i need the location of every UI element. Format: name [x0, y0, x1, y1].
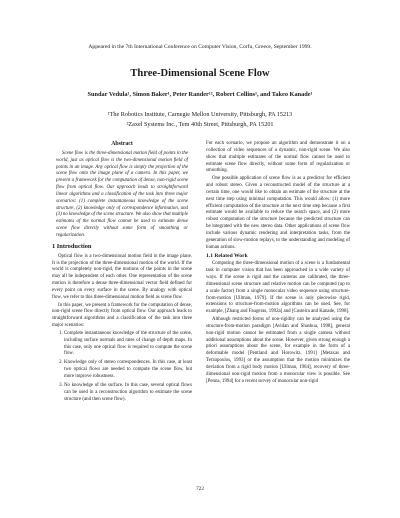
conference-notice: Appeared in the 7th International Conference on Computer Vision, Corfu, Greece, September 1999. [88, 44, 312, 50]
section-heading-introduction: 1 Introduction [52, 242, 92, 250]
paragraph: One possible application of scene flow is as a predictor for efficient and robust stereo. Given a reconstructed model of the structure at a certain time, one would like to obtain an estimate of the structure at the next time step using minimal computation. This would allow: (1) more efficient computation of the structure at the next time step because a first estimate would be available to reduce the search space, and (2) more robust computation of the structure because the predicted structure can be integrated with the new stereo data. Other applications of scene flow include various dynamic rendering and interpretation tasks, from the generation of slow-motion replays, to the understanding and modeling of human actions. [206, 176, 350, 250]
abstract-text: Scene flow is the three-dimensional motion field of points in the world, just as optical flow is the two-dimensional motion field of points in an image. Any optical flow is simply the projection of the scene flow onto the image plane of a camera. In this paper, we present a framework for the computation of dense, non-rigid scene flow from optical flow. Our approach leads to straightforward linear algorithms and a classification of the task into three major scenarios: (1) complete instantaneous knowledge of the scene structure, (2) knowledge only of correspondence information, and (3) no knowledge of the scene structure. We also show that multiple estimates of the normal flow cannot be used to estimate dense scene flow directly without some form of smoothing or regularization. [56, 150, 188, 238]
paragraph: Although restricted forms of non-rigidity can be analyzed using the structure-from-motion paradigm [Avidan and Shashua, 1998], general non-rigid motion cannot be estimated from a single camera without additional assumptions about the scene. However, given strong enough a priori assumptions about the scene, for example in the form of a deformable model [Pentland and Horowitz, 1991] [Metaxas and Terzopoulos, 1993] or the assumption that the motion minimizes the deviation from a rigid body motion [Ullman, 1984], recovery of three-dimensional non-rigid motion from a monocular view is possible. See [Penna, 1994] for a recent survey of monocular non-rigid [206, 317, 350, 384]
list-item: 3. No knowledge of the surface. In this case, several optical flows can be used in a reconstruction algorithm to estimate the scene structure (and then scene flow). [64, 383, 192, 404]
paragraph: For each scenario, we propose an algorithm and demonstrate it on a collection of video sequences of a dynamic, non-rigid scene. We also show that multiple estimates of the normal flow cannot be used to estimate scene flow directly, without some form of regularization or smoothing. [206, 141, 350, 174]
affiliation-1: ¹The Robotics Institute, Carnegie Mellon University, Pittsburgh, PA 15213 [107, 111, 293, 118]
paper-title: Three-Dimensional Scene Flow [130, 68, 270, 79]
left-column [52, 141, 192, 405]
list-item: 1. Complete instantaneous knowledge of the structure of the scene, including surface normals and rates of change of depth maps. In this case, only one optical flow is required to compute the scene flow. [64, 331, 192, 358]
right-column [206, 141, 350, 387]
abstract-heading: Abstract [111, 141, 133, 147]
scenario-list [52, 331, 192, 403]
author-list: Sundar Vedula¹, Simon Baker¹, Peter Rander¹², Robert Collins¹, and Takeo Kanade¹ [87, 91, 313, 98]
subsection-heading-related-work: 1.1 Related Work [206, 252, 248, 259]
affiliation-2: ²Zaxel Systems Inc., Tem 40th Street, Pittsburgh, PA 15201 [126, 121, 274, 128]
page-number: 722 [195, 486, 205, 492]
list-item: 2. Knowledge only of stereo correspondences. In this case, at least two optical flows are needed to compute the scene flow, but more improve robustness. [64, 360, 192, 381]
paragraph: Computing the three-dimensional motion of a scene is a fundamental task in computer vision that has been approached in a wide variety of ways. If the scene is rigid and the cameras are calibrated, the three-dimensional scene structure and relative motion can be computed (up to a scale factor) from a single monocular video sequence using structure-from-motion [Ullman, 1979]. If the scene is only piecewise rigid, extensions to structure-from-motion algorithms can be used. See, for example, [Zhang and Faugeras, 1992a] and [Costeira and Kanade, 1998]. [206, 261, 350, 315]
paragraph: In this paper, we present a framework for the computation of dense, non-rigid scene flow directly from optical flow. Our approach leads to straightforward algorithms and a classification of the task into three major scenarios: [52, 302, 192, 329]
paragraph: Optical flow is a two-dimensional motion field in the image plane. It is the projection of the three-dimensional motion of the world. If the world is completely non-rigid, the motions of the points in the scene may all be independent of each other. One representation of the scene motion is therefore a dense three-dimensional vector field defined for every point on every surface in the scene. By analogy with optical flow, we refer to this three-dimensional motion field as scene flow. [52, 253, 192, 300]
